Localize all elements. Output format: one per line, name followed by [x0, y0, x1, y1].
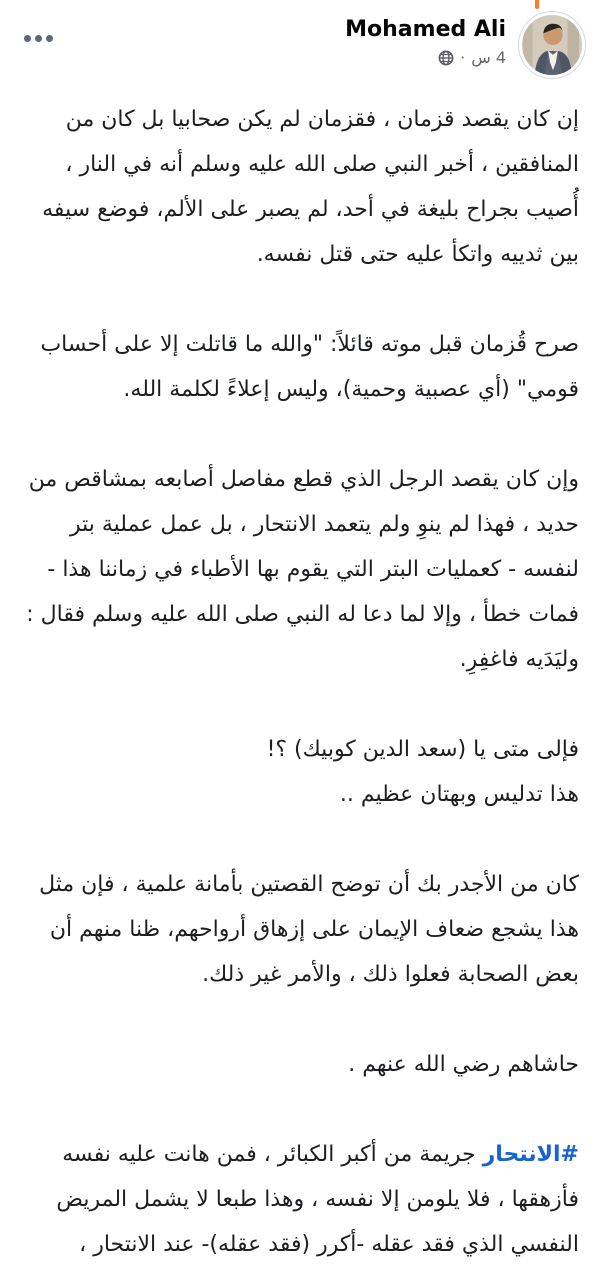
author-block: [345, 11, 506, 67]
globe-icon: [438, 50, 454, 66]
post-paragraph: وإن كان يقصد الرجل الذي قطع مفاصل أصابعه بمشاقص من حديد ، فهذا لم ينوِ ولم يتعمد الانتحار ، بل عمل عملية بتر لنفسه - كعمليات البتر التي يقوم بها الأطباء في زماننا هذا - فمات خطأ ، وإلا لما دعا له النبي صلى الله عليه وسلم فقال : وليَدَيه فاغفِرِ.: [26, 467, 579, 672]
profile-photo: [521, 14, 583, 76]
hashtag-link[interactable]: #الانتحار: [482, 1142, 579, 1167]
paragraph-text: جريمة من أكبر الكبائر ، فمن هانت عليه نفسه فأزهقها ، فلا يلومن إلا نفسه ، وهذا طبعا لا يشمل المريض النفسي الذي فقد عقله -أكرر (فقد عقله)- عند الانتحار ،: [56, 1142, 579, 1257]
post-header: [0, 0, 600, 83]
ellipsis-icon: [24, 35, 31, 42]
ellipsis-icon: [35, 35, 42, 42]
post-menu-button[interactable]: [18, 21, 59, 56]
post-paragraph: صرح قُزمان قبل موته قائلاً: "والله ما قاتلت إلا على أحساب قومي" (أي عصبية وحمية)، وليس إعلاءً لكلمة الله.: [40, 332, 579, 402]
ellipsis-icon: [46, 35, 53, 42]
post-meta: [345, 48, 506, 67]
meta-separator: ·: [460, 48, 466, 67]
paragraph-line: هذا تدليس وبهتان عظيم ..: [339, 782, 579, 807]
avatar[interactable]: [518, 11, 586, 79]
paragraph-line: فإلى متى يا (سعد الدين كوبيك) ؟!: [266, 737, 579, 762]
post-paragraph: حاشاهم رضي الله عنهم .: [348, 1052, 579, 1077]
author-name[interactable]: Mohamed Ali: [345, 17, 506, 42]
post-paragraph: [21, 727, 579, 817]
post-paragraph: [21, 1132, 579, 1267]
timestamp[interactable]: 4 س: [471, 48, 506, 67]
post-paragraph: إن كان يقصد قزمان ، فقزمان لم يكن صحابيا بل كان من المنافقين ، أخبر النبي صلى الله عليه وسلم أنه في النار ، أُصيب بجراح بليغة في أحد، لم يصبر على الألم، فوضع سيفه بين ثدييه واتكأ عليه حتى قتل نفسه.: [42, 107, 579, 267]
post-body: [0, 83, 600, 1267]
top-orange-marker: [535, 0, 539, 9]
post-paragraph: كان من الأجدر بك أن توضح القصتين بأمانة علمية ، فإن مثل هذا يشجع ضعاف الإيمان على إزهاق أرواحهم، ظنا منهم أن بعض الصحابة فعلوا ذلك ، والأمر غير ذلك.: [39, 872, 579, 987]
